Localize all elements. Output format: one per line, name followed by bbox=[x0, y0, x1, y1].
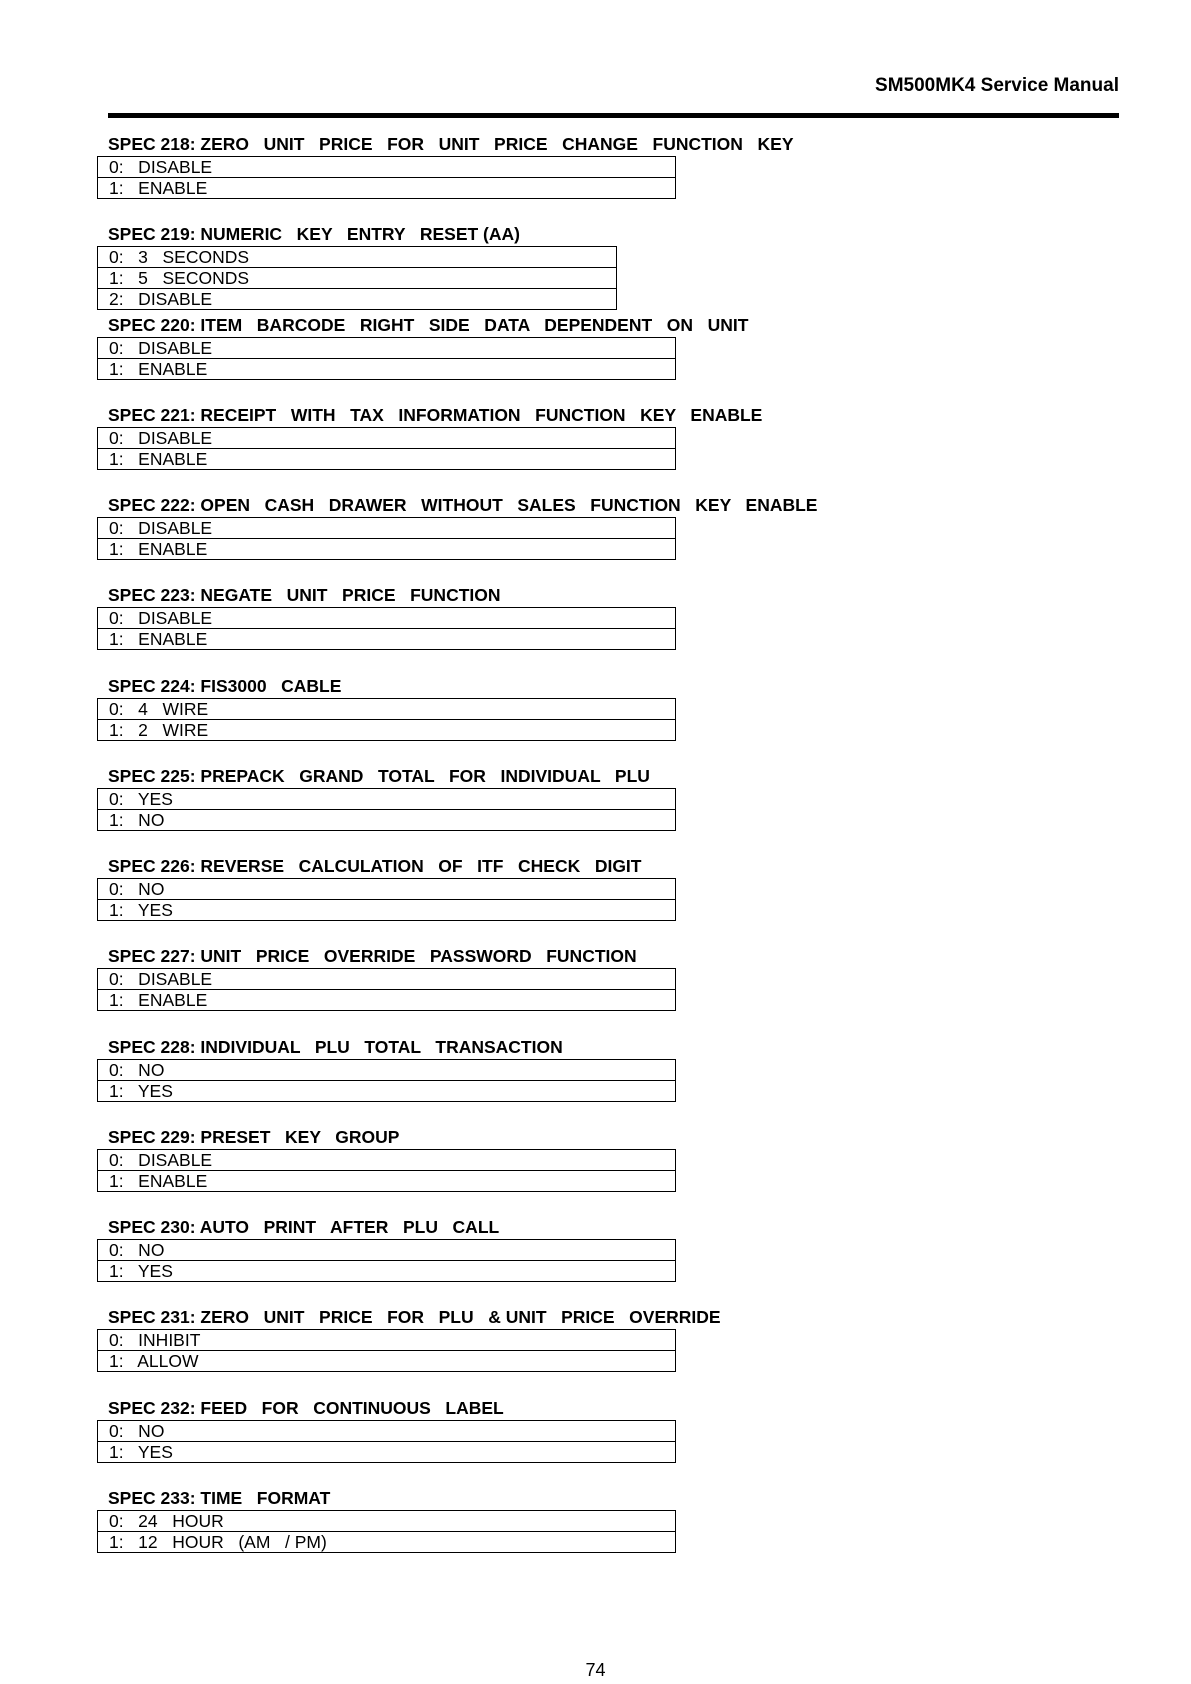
option-row bbox=[98, 1420, 676, 1441]
spec-options-table bbox=[97, 1059, 676, 1102]
option-row bbox=[98, 518, 676, 539]
option-row bbox=[98, 990, 676, 1011]
option-row bbox=[98, 427, 676, 448]
spec-230 bbox=[97, 1216, 1097, 1306]
option-row bbox=[98, 788, 676, 809]
option-cell: 0: DISABLE bbox=[98, 427, 676, 448]
spec-options-table bbox=[97, 156, 676, 199]
spec-232 bbox=[97, 1397, 1097, 1487]
option-cell: 0: INHIBIT bbox=[98, 1330, 676, 1351]
spec-title: SPEC 226: REVERSE CALCULATION OF ITF CHECK DIGIT bbox=[108, 856, 642, 876]
option-row bbox=[98, 289, 617, 310]
spec-219 bbox=[97, 223, 1097, 313]
spec-options-table bbox=[97, 427, 676, 470]
spec-options-table bbox=[97, 246, 617, 310]
option-row bbox=[98, 178, 676, 199]
spec-title: SPEC 233: TIME FORMAT bbox=[108, 1487, 331, 1508]
spec-title: SPEC 228: INDIVIDUAL PLU TOTAL TRANSACTION bbox=[108, 1036, 563, 1057]
option-cell: 1: ENABLE bbox=[98, 629, 676, 650]
option-row bbox=[98, 879, 676, 900]
option-row bbox=[98, 1531, 676, 1552]
spec-options-table bbox=[97, 788, 676, 831]
option-row bbox=[98, 1351, 676, 1372]
spec-options-table bbox=[97, 1149, 676, 1192]
option-cell: 0: DISABLE bbox=[98, 518, 676, 539]
spec-options-table bbox=[97, 698, 676, 741]
spec-list bbox=[97, 133, 1097, 1577]
option-row bbox=[98, 1510, 676, 1531]
option-row bbox=[98, 247, 617, 268]
header-rule bbox=[108, 113, 1119, 118]
option-cell: 0: DISABLE bbox=[98, 969, 676, 990]
option-cell: 1: ENABLE bbox=[98, 1170, 676, 1191]
option-cell: 0: NO bbox=[98, 1420, 676, 1441]
option-cell: 0: NO bbox=[98, 1240, 676, 1261]
option-cell: 1: ENABLE bbox=[98, 178, 676, 199]
option-cell: 0: DISABLE bbox=[98, 337, 676, 358]
option-cell: 1: 5 SECONDS bbox=[98, 268, 617, 289]
spec-218 bbox=[97, 133, 1097, 223]
option-row bbox=[98, 1240, 676, 1261]
option-cell: 0: YES bbox=[98, 788, 676, 809]
spec-233 bbox=[97, 1487, 1097, 1577]
spec-222 bbox=[97, 494, 1097, 584]
page-number: 74 bbox=[585, 1660, 606, 1680]
option-row bbox=[98, 608, 676, 629]
option-cell: 1: ENABLE bbox=[98, 990, 676, 1011]
option-cell: 0: 3 SECONDS bbox=[98, 247, 617, 268]
option-row bbox=[98, 900, 676, 921]
option-row bbox=[98, 1441, 676, 1462]
option-cell: 0: DISABLE bbox=[98, 1149, 676, 1170]
option-cell: 0: DISABLE bbox=[98, 157, 676, 178]
option-row bbox=[98, 1330, 676, 1351]
spec-227 bbox=[97, 945, 1097, 1035]
option-cell: 1: YES bbox=[98, 900, 676, 921]
spec-221 bbox=[97, 404, 1097, 494]
option-row bbox=[98, 337, 676, 358]
spec-options-table bbox=[97, 517, 676, 560]
option-row bbox=[98, 1261, 676, 1282]
option-cell: 1: ENABLE bbox=[98, 448, 676, 469]
spec-title: SPEC 220: ITEM BARCODE RIGHT SIDE DATA DEPENDENT ON UNIT bbox=[108, 314, 749, 335]
option-row bbox=[98, 157, 676, 178]
option-row bbox=[98, 719, 676, 740]
option-row bbox=[98, 358, 676, 379]
spec-options-table bbox=[97, 607, 676, 650]
option-cell: 1: ALLOW bbox=[98, 1351, 676, 1372]
option-cell: 0: 4 WIRE bbox=[98, 698, 676, 719]
spec-224 bbox=[97, 675, 1097, 765]
option-cell: 1: ENABLE bbox=[98, 358, 676, 379]
option-cell: 1: ENABLE bbox=[98, 539, 676, 560]
spec-options-table bbox=[97, 1510, 676, 1553]
option-row bbox=[98, 268, 617, 289]
spec-title: SPEC 231: ZERO UNIT PRICE FOR PLU & UNIT PRICE OVERRIDE bbox=[108, 1307, 721, 1328]
spec-226 bbox=[97, 855, 1097, 945]
spec-228 bbox=[97, 1036, 1097, 1126]
spec-title: SPEC 218: ZERO UNIT PRICE FOR UNIT PRICE CHANGE FUNCTION KEY bbox=[108, 134, 794, 154]
option-row bbox=[98, 1059, 676, 1080]
option-cell: 1: NO bbox=[98, 809, 676, 830]
option-row bbox=[98, 1149, 676, 1170]
option-row bbox=[98, 629, 676, 650]
option-cell: 1: YES bbox=[98, 1441, 676, 1462]
spec-231 bbox=[97, 1306, 1097, 1396]
option-cell: 0: NO bbox=[98, 1059, 676, 1080]
option-cell: 1: 12 HOUR (AM / PM) bbox=[98, 1531, 676, 1552]
option-row bbox=[98, 809, 676, 830]
option-cell: 0: NO bbox=[98, 879, 676, 900]
option-cell: 0: DISABLE bbox=[98, 608, 676, 629]
spec-options-table bbox=[97, 1239, 676, 1282]
spec-options-table bbox=[97, 968, 676, 1011]
option-row bbox=[98, 698, 676, 719]
option-row bbox=[98, 1080, 676, 1101]
spec-options-table bbox=[97, 1420, 676, 1463]
option-row bbox=[98, 969, 676, 990]
spec-title: SPEC 222: OPEN CASH DRAWER WITHOUT SALES FUNCTION KEY ENABLE bbox=[108, 495, 818, 515]
manual-title: SM500MK4 Service Manual bbox=[875, 75, 1119, 96]
option-cell: 0: 24 HOUR bbox=[98, 1510, 676, 1531]
option-row bbox=[98, 1170, 676, 1191]
spec-options-table bbox=[97, 878, 676, 921]
option-cell: 1: 2 WIRE bbox=[98, 719, 676, 740]
option-cell: 1: YES bbox=[98, 1080, 676, 1101]
spec-options-table bbox=[97, 337, 676, 380]
spec-title: SPEC 219: NUMERIC KEY ENTRY RESET (AA) bbox=[108, 224, 520, 245]
spec-220 bbox=[97, 314, 1097, 404]
spec-title: SPEC 221: RECEIPT WITH TAX INFORMATION FUNCTION KEY ENABLE bbox=[108, 404, 763, 425]
option-row bbox=[98, 539, 676, 560]
option-cell: 1: YES bbox=[98, 1261, 676, 1282]
spec-title: SPEC 227: UNIT PRICE OVERRIDE PASSWORD FUNCTION bbox=[108, 946, 637, 967]
spec-title: SPEC 223: NEGATE UNIT PRICE FUNCTION bbox=[108, 585, 501, 606]
spec-title: SPEC 225: PREPACK GRAND TOTAL FOR INDIVIDUAL PLU bbox=[108, 765, 650, 786]
spec-223 bbox=[97, 584, 1097, 674]
spec-229 bbox=[97, 1126, 1097, 1216]
spec-title: SPEC 224: FIS3000 CABLE bbox=[108, 675, 342, 696]
spec-225 bbox=[97, 765, 1097, 855]
spec-title: SPEC 232: FEED FOR CONTINUOUS LABEL bbox=[108, 1397, 504, 1418]
spec-title: SPEC 229: PRESET KEY GROUP bbox=[108, 1126, 400, 1147]
option-cell: 2: DISABLE bbox=[98, 289, 617, 310]
spec-options-table bbox=[97, 1329, 676, 1372]
spec-title: SPEC 230: AUTO PRINT AFTER PLU CALL bbox=[108, 1217, 500, 1237]
option-row bbox=[98, 448, 676, 469]
